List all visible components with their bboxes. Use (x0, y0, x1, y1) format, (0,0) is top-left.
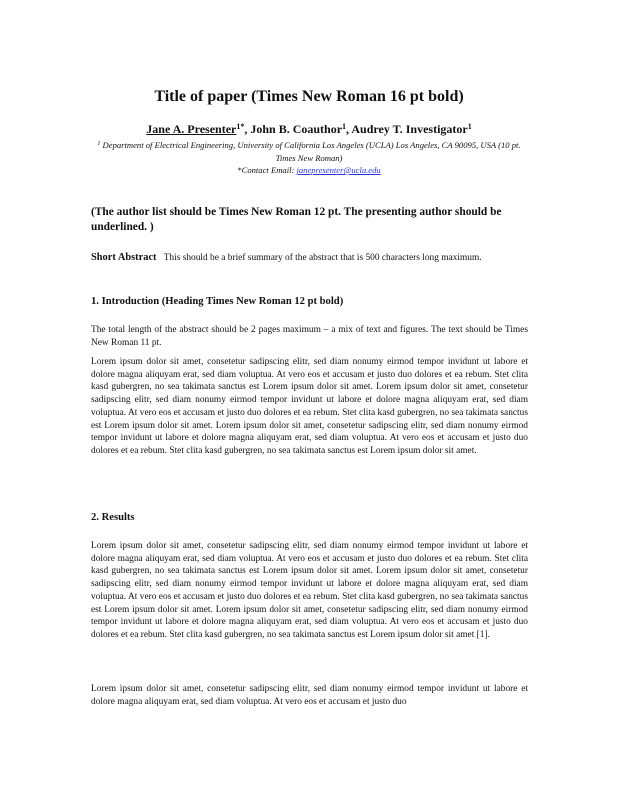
author-3-superscript: 1 (467, 122, 472, 131)
coauthor: John B. Coauthor (250, 122, 343, 136)
paper-title: Title of paper (Times New Roman 16 pt bold) (154, 88, 464, 105)
investigator-author: Audrey T. Investigator (351, 122, 468, 136)
author-1-superscript: 1* (236, 122, 245, 131)
short-abstract (91, 252, 528, 265)
affiliation-superscript: 1 (97, 141, 101, 147)
author-separator: , (244, 122, 251, 136)
affiliation (90, 139, 528, 177)
author-list (0, 122, 618, 137)
introduction-paragraph: Lorem ipsum dolor sit amet, consetetur sadipscing elitr, sed diam nonumy eirmod tempor invidunt ut labore et dolore magna aliquyam erat, sed diam voluptua. At vero eos et accusam et justo duo dolores et ea rebum. Stet clita kasd gubergren, no sea takimata sanctus est Lorem ipsum dolor sit amet. Lorem ipsum dolor sit amet, consetetur sadipscing elitr, sed diam nonumy eirmod tempor invidunt ut labore et dolore magna aliquyam erat, sed diam voluptua. At vero eos et accusam et justo duo dolores et ea rebum. Stet clita kasd gubergren, no sea takimata sanctus est Lorem ipsum dolor sit amet. Lorem ipsum dolor sit amet, consetetur sadipscing elitr, sed diam nonumy eirmod tempor invidunt ut labore et dolore magna aliquyam erat, sed diam voluptua. At vero eos et accusam et justo duo dolores et ea rebum. Stet clita kasd gubergren, no sea takimata sanctus est Lorem ipsum dolor sit amet. (91, 357, 528, 456)
results-heading: 2. Results (91, 512, 135, 523)
results-paragraph: Lorem ipsum dolor sit amet, consetetur sadipscing elitr, sed diam nonumy eirmod tempor invidunt ut labore et dolore magna aliquyam erat, sed diam voluptua. At vero eos et accusam et justo duo dolores et ea rebum. Stet clita kasd gubergren, no sea takimata sanctus est Lorem ipsum dolor sit amet. Lorem ipsum dolor sit amet, consetetur sadipscing elitr, sed diam nonumy eirmod tempor invidunt ut labore et dolore magna aliquyam erat, sed diam voluptua. At vero eos et accusam et justo duo dolores et ea rebum. Stet clita kasd gubergren, no sea takimata sanctus est Lorem ipsum dolor sit amet. Lorem ipsum dolor sit amet, consetetur sadipscing elitr, sed diam nonumy eirmod tempor invidunt ut labore et dolore magna aliquyam erat, sed diam voluptua. At vero eos et accusam et justo duo dolores et ea rebum. Stet clita kasd gubergren, no sea takimata sanctus est Lorem ipsum dolor sit amet [1]. (91, 541, 528, 640)
affiliation-text: Department of Electrical Engineering, University of California Los Angeles (UCLA) Los Angeles, CA 90095, USA (10 pt. Times New Roman) (102, 140, 521, 163)
author-separator: , (346, 122, 352, 136)
contact-email-link[interactable]: janepresenter@ucla.edu (296, 165, 381, 175)
author-list-note: (The author list should be Times New Roman 12 pt. The presenting author should be underlined. ) (91, 206, 502, 233)
author-2-superscript: 1 (342, 122, 347, 131)
presenting-author: Jane A. Presenter (146, 122, 237, 136)
introduction-paragraph: The total length of the abstract should be 2 pages maximum – a mix of text and figures. The text should be Times New Roman 11 pt. (91, 325, 528, 348)
short-abstract-label: Short Abstract (91, 252, 157, 263)
short-abstract-text: This should be a brief summary of the abstract that is 500 characters long maximum. (163, 253, 482, 263)
contact-label: *Contact Email: (237, 165, 297, 175)
introduction-heading: 1. Introduction (Heading Times New Roman 12 pt bold) (91, 296, 344, 307)
results-paragraph: Lorem ipsum dolor sit amet, consetetur sadipscing elitr, sed diam nonumy eirmod tempor invidunt ut labore et dolore magna aliquyam erat, sed diam voluptua. At vero eos et accusam et justo duo (91, 684, 528, 707)
